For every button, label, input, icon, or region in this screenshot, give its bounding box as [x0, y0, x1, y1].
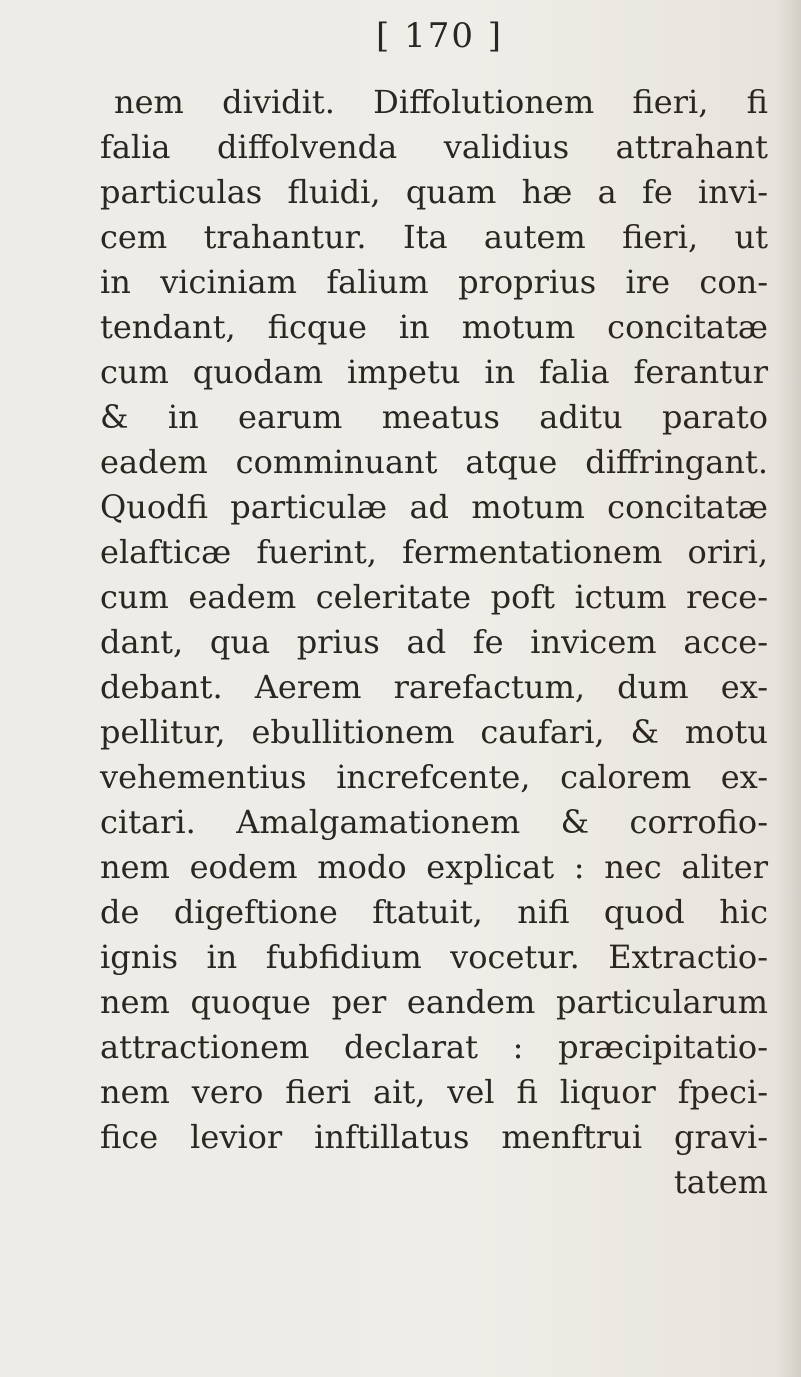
text-line: eadem comminuant atque diffringant.: [100, 443, 768, 481]
page-number: [ 170 ]: [376, 16, 504, 56]
text-line: citari. Amalgamationem & corrofio-: [100, 803, 768, 841]
text-line: fice levior inftillatus menftrui gravi-: [100, 1118, 768, 1156]
text-line: vehementius increfcente, calorem ex-: [100, 758, 768, 796]
text-line: dant, qua prius ad fe invicem acce-: [100, 623, 768, 661]
text-line: tendant, ficque in motum concitatæ: [100, 308, 768, 346]
catchword: tatem: [673, 1163, 768, 1201]
text-line: attractionem declarat : præcipitatio-: [100, 1028, 768, 1066]
text-line: pellitur, ebullitionem caufari, & motu: [100, 713, 768, 751]
text-line: Quodfi particulæ ad motum concitatæ: [100, 488, 768, 526]
text-line: de digeftione ftatuit, nifi quod hic: [100, 893, 768, 931]
text-line: falia diffolvenda validius attrahant: [100, 128, 768, 166]
page-edge-shadow: [775, 0, 801, 1377]
body-text: [100, 80, 768, 1205]
text-line: particulas fluidi, quam hæ a fe invi-: [100, 173, 768, 211]
text-line: nem vero fieri ait, vel fi liquor fpeci-: [100, 1073, 768, 1111]
text-line: nem quoque per eandem particularum: [100, 983, 768, 1021]
text-line: ignis in fubfidium vocetur. Extractio-: [100, 938, 768, 976]
text-line: cum eadem celeritate poft ictum rece-: [100, 578, 768, 616]
text-line: in viciniam falium proprius ire con-: [100, 263, 768, 301]
text-line: cum quodam impetu in falia ferantur: [100, 353, 768, 391]
text-line: elafticæ fuerint, fermentationem oriri,: [100, 533, 768, 571]
text-line: cem trahantur. Ita autem fieri, ut: [100, 218, 768, 256]
text-line: & in earum meatus aditu parato: [100, 398, 768, 436]
text-line: debant. Aerem rarefactum, dum ex-: [100, 668, 768, 706]
text-line: nem dividit. Diffolutionem fieri, fi: [114, 83, 768, 121]
text-line: nem eodem modo explicat : nec aliter: [100, 848, 768, 886]
